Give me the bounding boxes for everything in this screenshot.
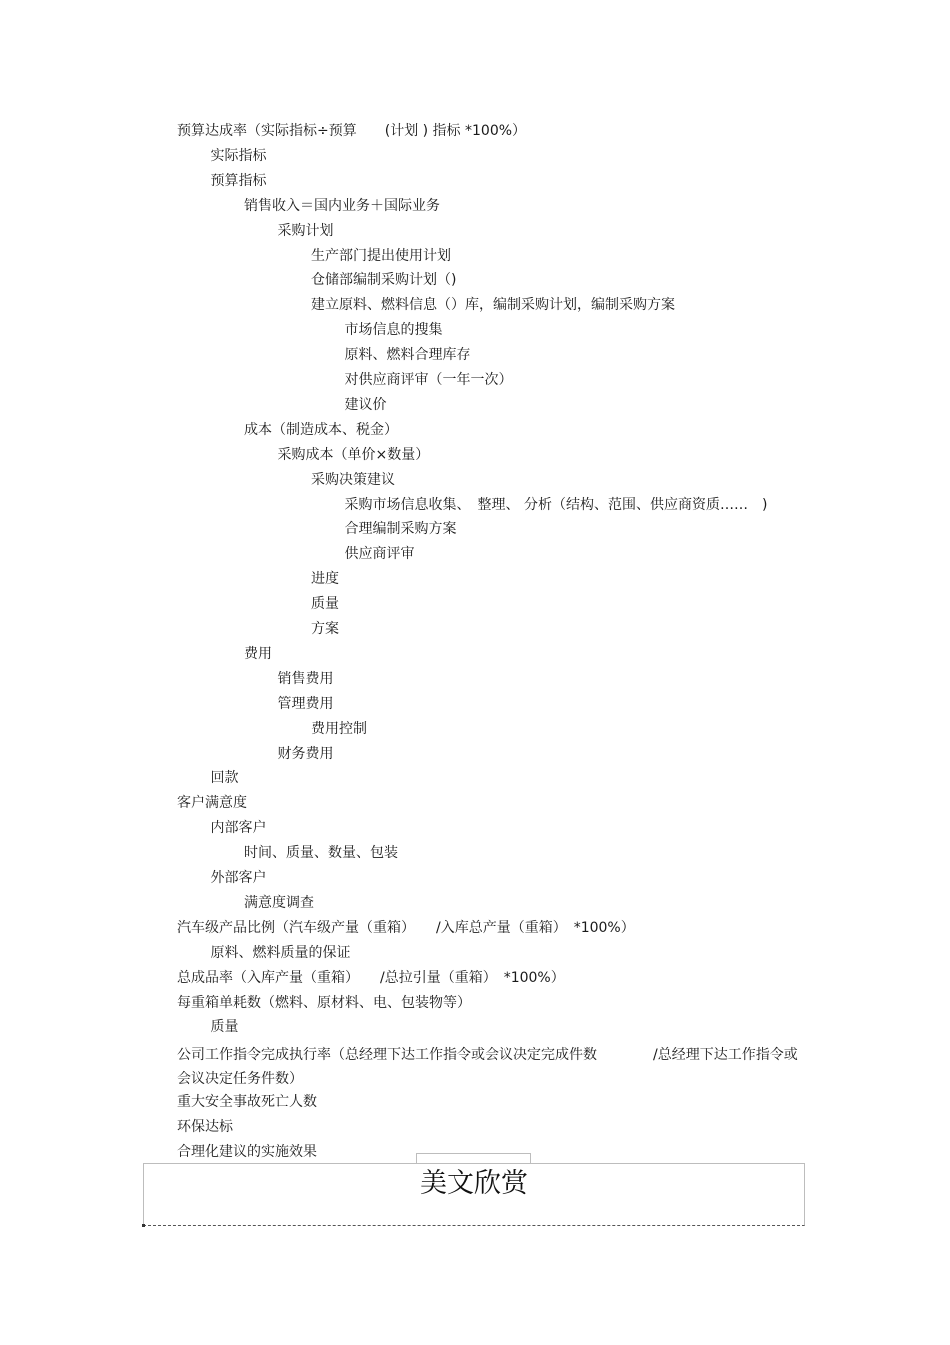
outline-item: 建议价 xyxy=(344,396,387,413)
outline-item: 费用控制 xyxy=(311,720,367,737)
outline-item: 采购决策建议 xyxy=(311,471,395,488)
outline-item: 质量 xyxy=(311,596,339,613)
outline-item: 满意度调查 xyxy=(244,894,314,911)
outline-item: 预算达成率（实际指标÷预算 (计划 ) 指标 *100%） xyxy=(177,123,527,139)
outline-item: 销售费用 xyxy=(277,670,334,687)
outline-item: 质量 xyxy=(210,1019,239,1036)
outline-item: 进度 xyxy=(311,571,339,588)
outline-item: 合理编制采购方案 xyxy=(344,521,457,538)
outline-item: 环保达标 xyxy=(177,1119,233,1135)
corner-mark xyxy=(142,1224,145,1227)
outline-item: 方案 xyxy=(311,621,339,637)
outline-item: 汽车级产品比例（汽车级产量（重箱） /入库总产量（重箱） *100%） xyxy=(177,919,635,936)
outline-item: 采购市场信息收集、 整理、 分析（结构、范围、供应商资质…… ) xyxy=(344,496,768,513)
outline-item: 实际指标 xyxy=(210,147,267,164)
outline-item: 总成品率（入库产量（重箱） /总拉引量（重箱） *100%） xyxy=(177,969,565,986)
outline-item: 对供应商评审（一年一次） xyxy=(344,372,513,388)
outline-item: 管理费用 xyxy=(277,695,334,712)
outline-item: 成本（制造成本、税金） xyxy=(244,421,398,438)
outline-item: 重大安全事故死亡人数 xyxy=(177,1094,317,1111)
outline-item: 原料、燃料质量的保证 xyxy=(210,944,351,961)
outline-item: 建立原料、燃料信息（）库，编制采购计划，编制采购方案 xyxy=(311,297,675,314)
outline-item: 外部客户 xyxy=(210,870,267,886)
outline-item: 供应商评审 xyxy=(344,546,415,563)
outline-item: 采购计划 xyxy=(277,222,334,239)
outline-item: 预算指标 xyxy=(210,172,267,189)
outline-item: 财务费用 xyxy=(277,745,334,762)
outline-item: 内部客户 xyxy=(210,820,267,837)
outline-item: 原料、燃料合理库存 xyxy=(344,347,471,364)
footer-title: 美文欣赏 xyxy=(420,1168,528,1199)
outline-item: 销售收入＝国内业务＋国际业务 xyxy=(244,197,440,214)
outline-item: 市场信息的搜集 xyxy=(344,322,443,339)
outline-item: 回款 xyxy=(210,770,239,787)
outline-item: 仓储部编制采购计划（) xyxy=(311,272,457,289)
outline-item: 时间、质量、数量、包装 xyxy=(244,845,398,862)
outline-item: 生产部门提出使用计划 xyxy=(311,247,451,264)
outline-item: 合理化建议的实施效果 xyxy=(177,1143,317,1160)
outline-item: 费用 xyxy=(244,645,272,662)
outline-item: 每重箱单耗数（燃料、原材料、电、包装物等） xyxy=(177,994,471,1011)
outline-item: 采购成本（单价×数量） xyxy=(277,446,430,463)
outline-item: 公司工作指令完成执行率（总经理下达工作指令或会议决定完成件数 /总经理下达工作指令或会议决定任务件数） xyxy=(177,1047,798,1088)
outline-item: 客户满意度 xyxy=(177,795,247,812)
